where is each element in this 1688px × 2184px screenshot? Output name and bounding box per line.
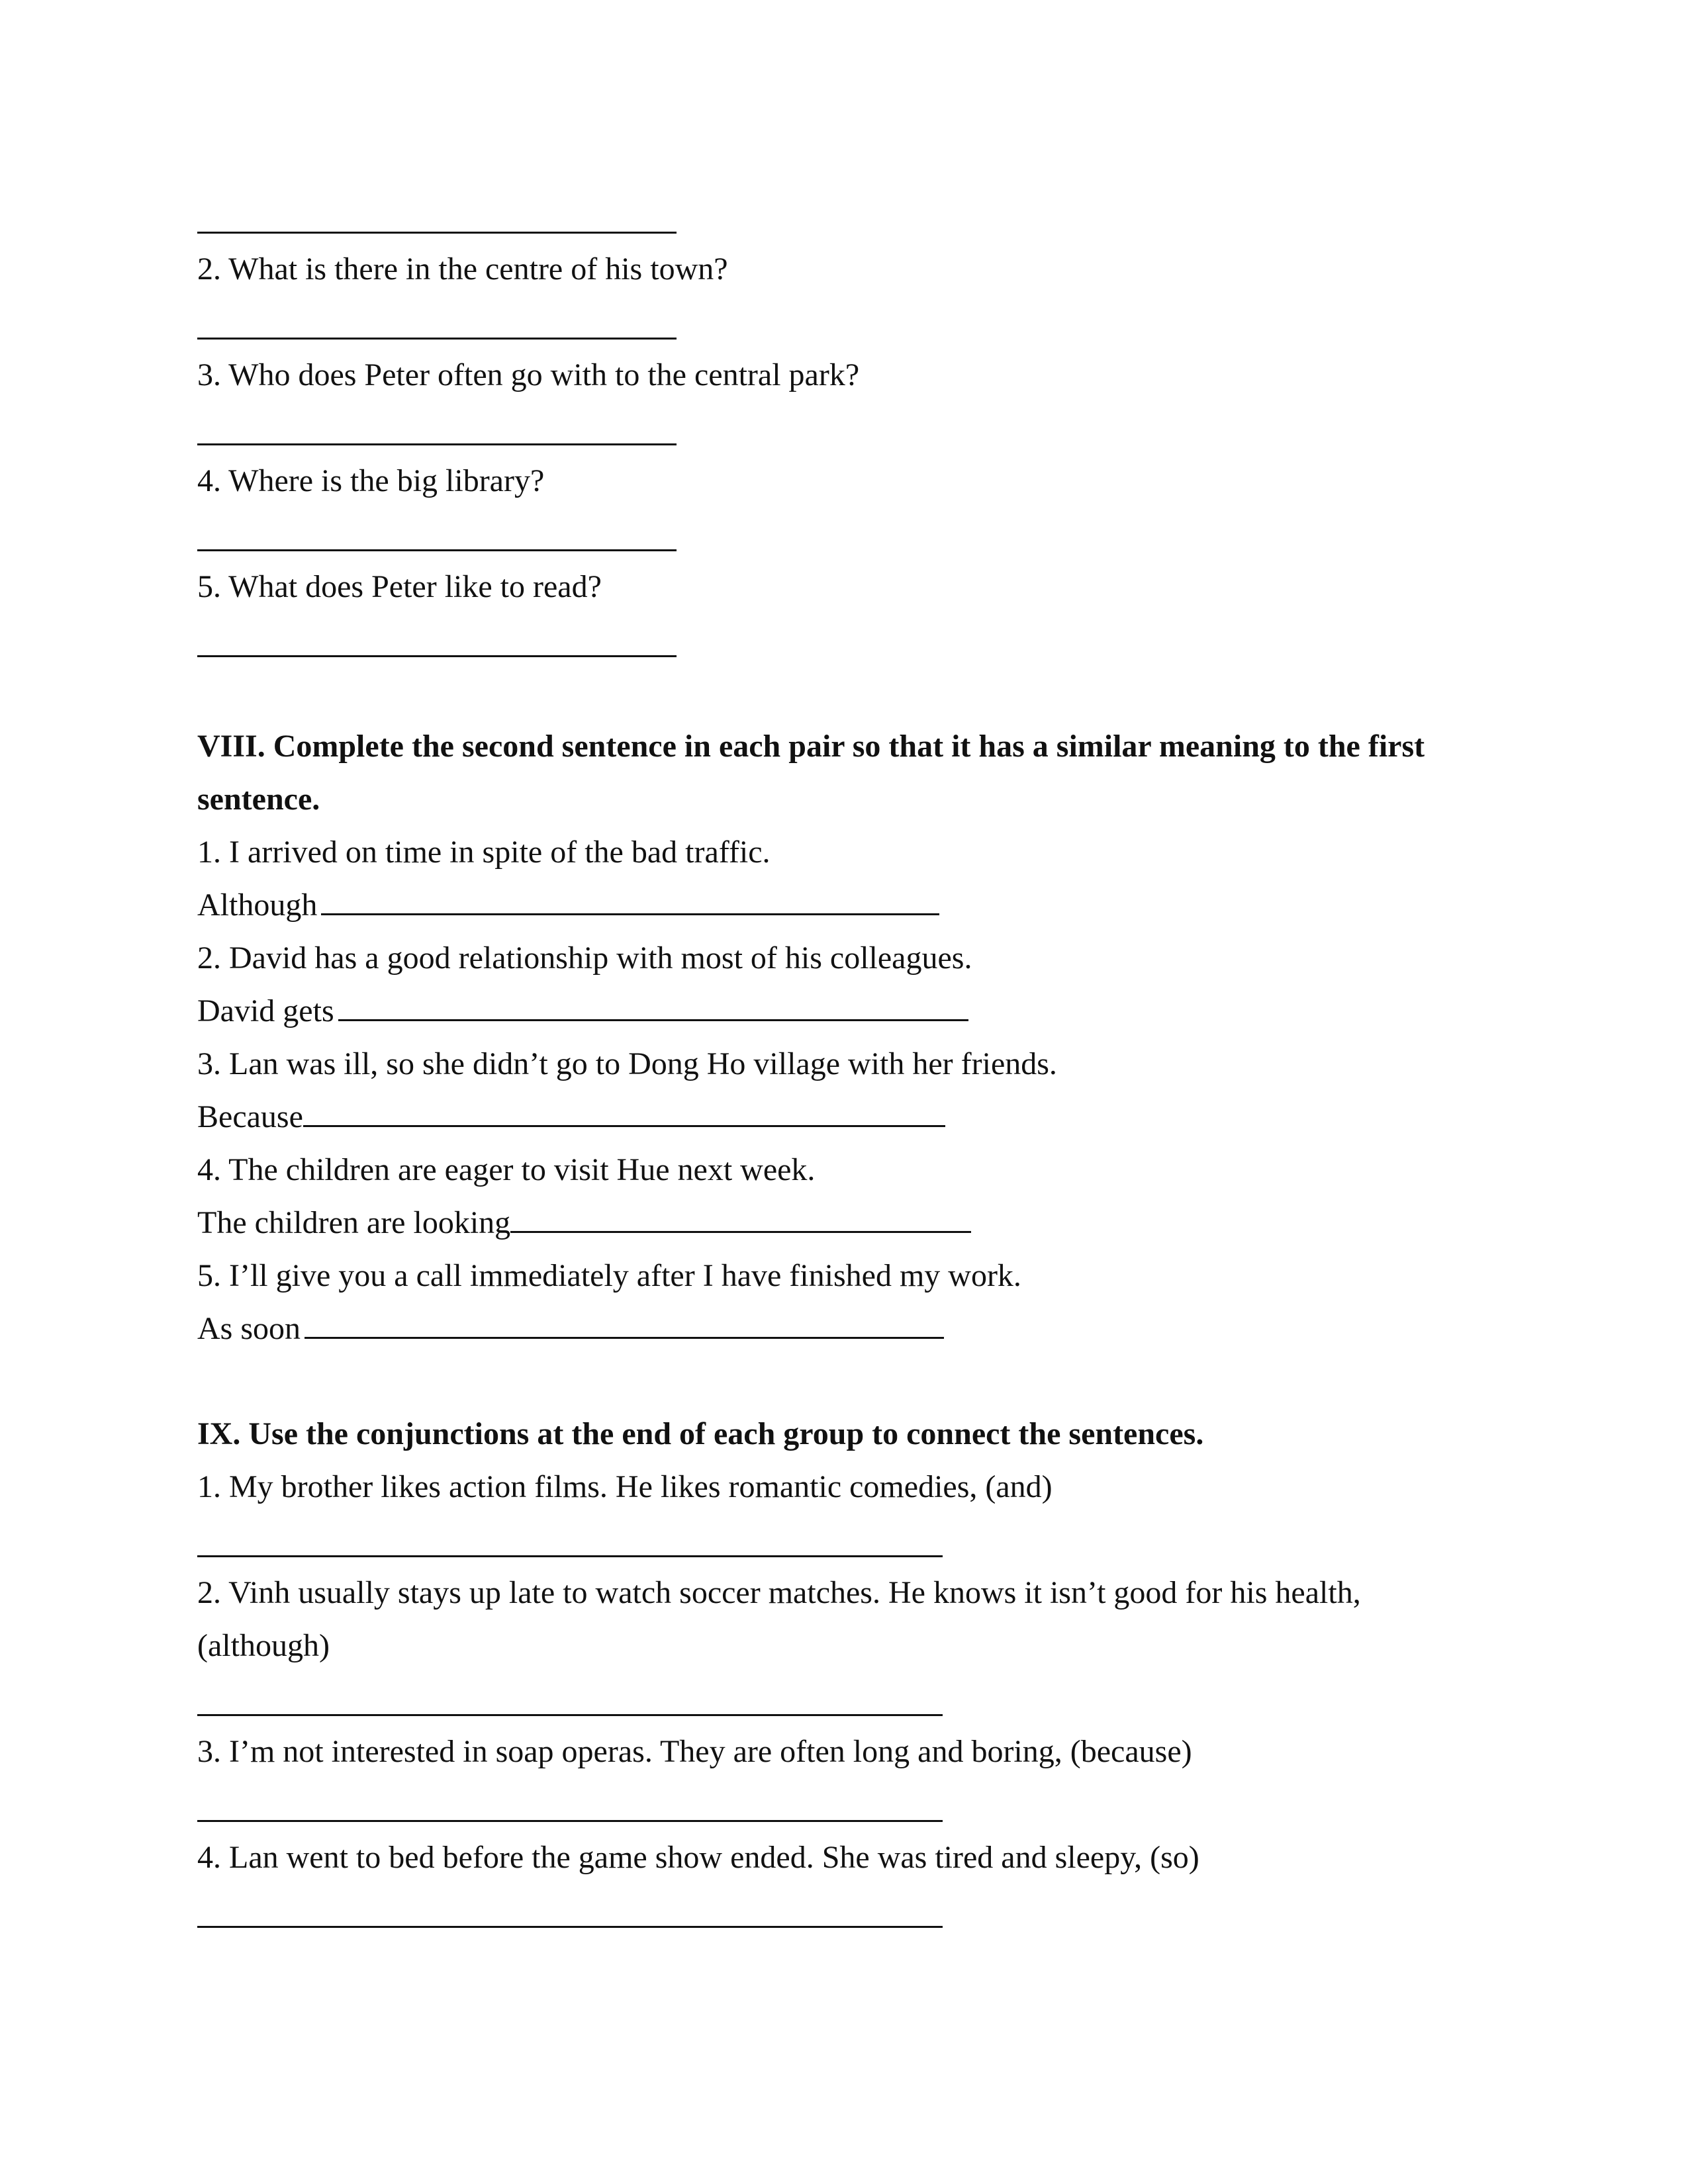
question-4: 4. Where is the big library? [197,463,545,498]
s8-sentence-5: 5. I’ll give you a call immediately after I have finished my work. [197,1258,1021,1293]
s8-prompt-4: The children are looking [197,1205,511,1240]
s8-prompt-1: Although [197,887,318,923]
s8-answer-line-4[interactable] [510,1206,971,1233]
s9-answer-line-4[interactable] [197,1926,943,1928]
s9-question-3: 3. I’m not interested in soap operas. They are often long and boring, (because) [197,1734,1192,1769]
s8-rewrite-3 [197,1098,945,1136]
s8-rewrite-1 [197,886,939,925]
s8-rewrite-5 [197,1310,944,1348]
s9-answer-line-1[interactable] [197,1555,943,1557]
answer-line-q5[interactable] [197,655,677,657]
s9-answer-line-2[interactable] [197,1714,943,1716]
question-5: 5. What does Peter like to read? [197,569,602,604]
answer-line-q3[interactable] [197,443,677,445]
s8-rewrite-4 [197,1204,971,1242]
s8-answer-line-1[interactable] [321,888,939,915]
s8-prompt-5: As soon [197,1311,301,1346]
s8-answer-line-3[interactable] [303,1100,945,1127]
s9-question-4: 4. Lan went to bed before the game show ended. She was tired and sleepy, (so) [197,1840,1199,1875]
s8-prompt-3: Because [197,1099,303,1134]
s8-answer-line-5[interactable] [305,1312,944,1339]
s8-prompt-2: David gets [197,993,334,1028]
answer-line-q2[interactable] [197,338,677,340]
answer-line-q4[interactable] [197,549,677,551]
s9-question-1: 1. My brother likes action films. He likes romantic comedies, (and) [197,1469,1053,1504]
s8-sentence-2: 2. David has a good relationship with most of his colleagues. [197,940,972,976]
s8-answer-line-2[interactable] [338,994,968,1021]
s8-rewrite-2 [197,992,968,1030]
s8-sentence-1: 1. I arrived on time in spite of the bad traffic. [197,835,771,870]
s9-question-2-line1: 2. Vinh usually stays up late to watch soccer matches. He knows it isn’t good for his health, [197,1575,1361,1610]
s8-sentence-3: 3. Lan was ill, so she didn’t go to Dong Ho village with her friends. [197,1046,1057,1081]
section-8-heading-line2: sentence. [197,782,320,817]
section-8-heading-line1: VIII. Complete the second sentence in each pair so that it has a similar meaning to the first [197,729,1425,764]
question-3: 3. Who does Peter often go with to the central park? [197,357,860,392]
s9-question-2-line2: (although) [197,1628,330,1663]
section-9-heading: IX. Use the conjunctions at the end of each group to connect the sentences. [197,1416,1204,1451]
s9-answer-line-3[interactable] [197,1820,943,1822]
s8-sentence-4: 4. The children are eager to visit Hue next week. [197,1152,816,1187]
answer-line-q1[interactable] [197,232,677,234]
question-2: 2. What is there in the centre of his town? [197,251,728,287]
